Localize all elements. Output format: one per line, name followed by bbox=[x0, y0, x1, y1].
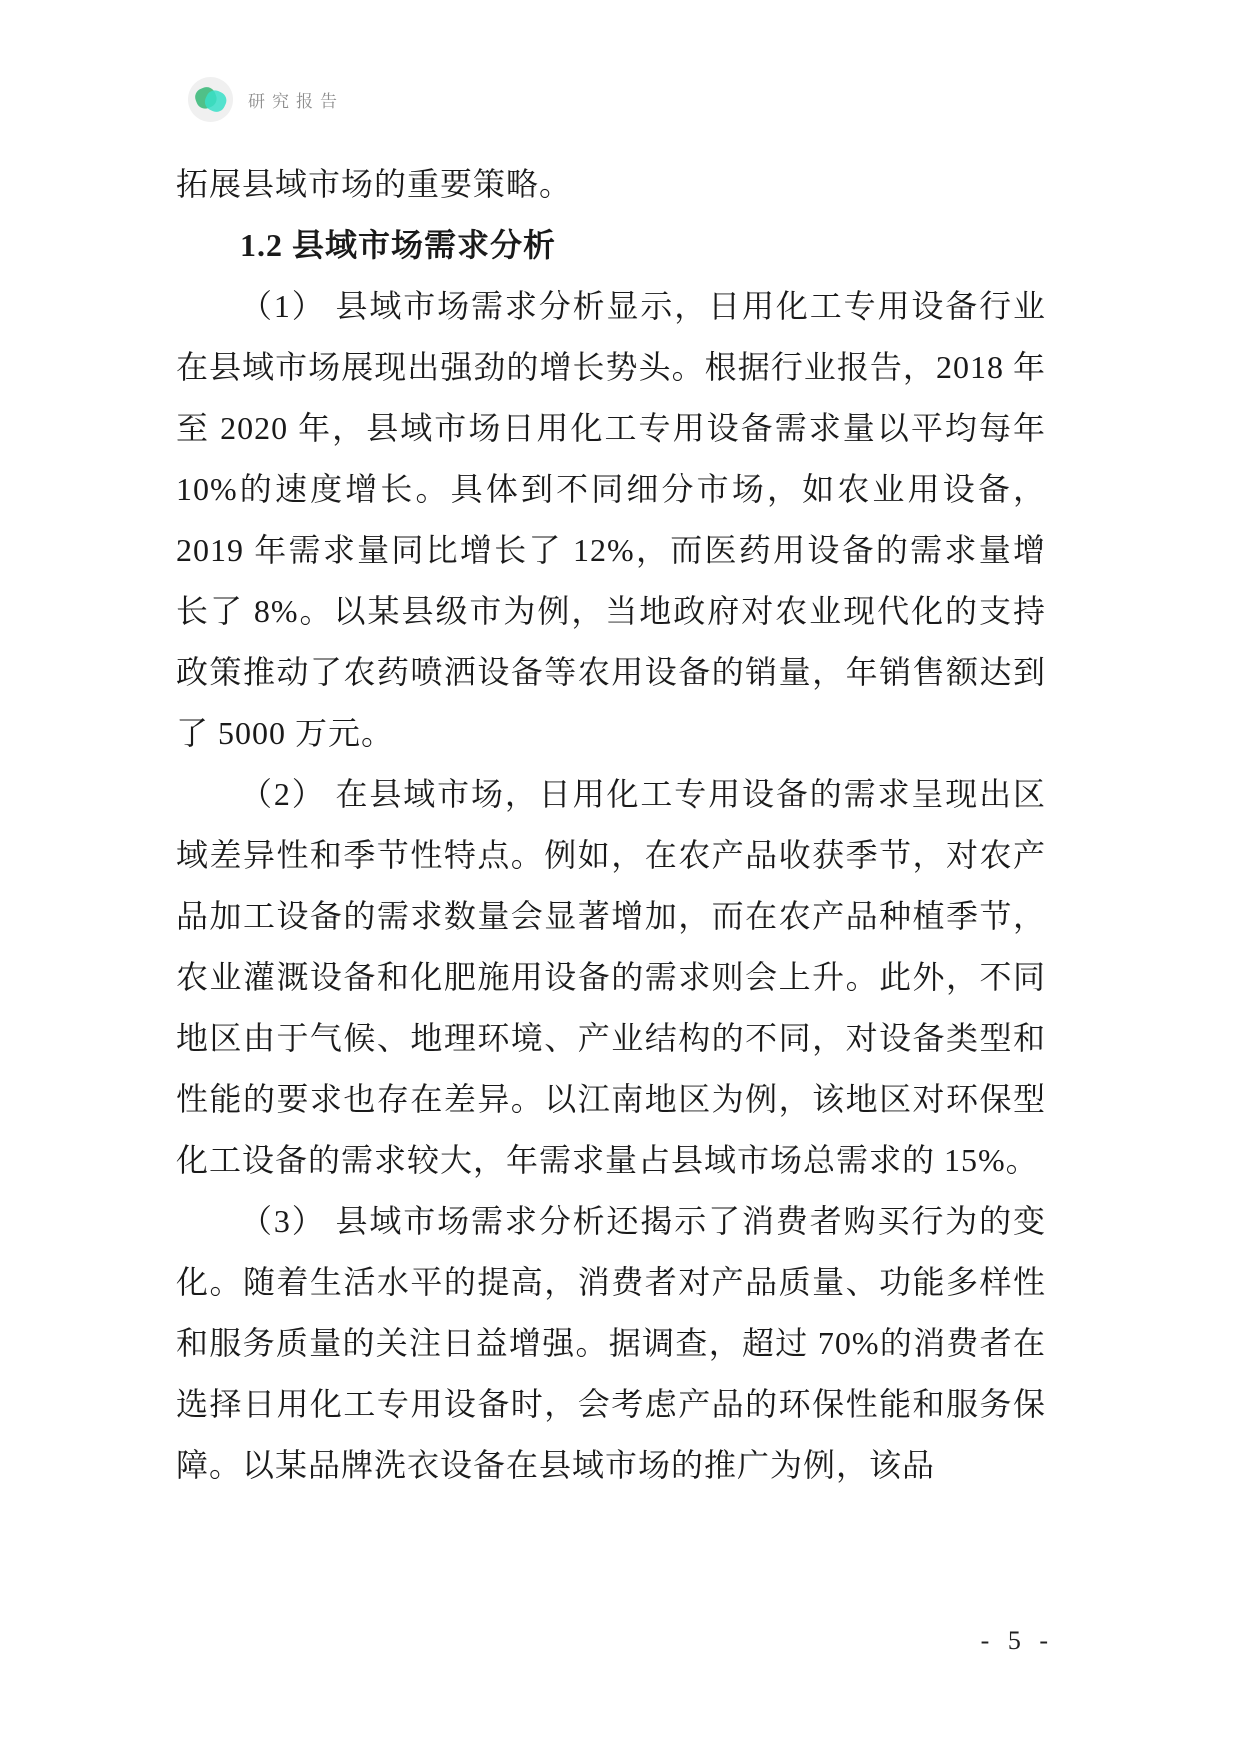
paragraph-continuation: 拓展县域市场的重要策略。 bbox=[176, 166, 573, 202]
page-header bbox=[187, 76, 344, 123]
paragraph-1: （1） 县域市场需求分析显示，日用化工专用设备行业在县域市场展现出强劲的增长势头。根据行业报告，2018 年至 2020 年，县域市场日用化工专用设备需求量以平均每年 10%的速度增长。具体到不同细分市场，如农业用设备，2019 年需求量同比增长了 12%，而医药用设备的需求量增长了 8%。以某县级市为例，当地政府对农业现代化的支持政策推动了农药喷洒设备等农用设备的销量，年销售额达到了 5000 万元。 bbox=[176, 288, 1046, 751]
paragraph-3: （3） 县域市场需求分析还揭示了消费者购买行为的变化。随着生活水平的提高，消费者对产品质量、功能多样性和服务质量的关注日益增强。据调查，超过 70%的消费者在选择日用化工专用设备时，会考虑产品的环保性能和服务保障。以某品牌洗衣设备在县域市场的推广为例，该品 bbox=[176, 1203, 1046, 1483]
report-logo-icon bbox=[187, 76, 234, 123]
document-body bbox=[176, 154, 1046, 1496]
report-logo-text: 研究报告 bbox=[248, 92, 344, 111]
paragraph-2: （2） 在县域市场，日用化工专用设备的需求呈现出区域差异性和季节性特点。例如，在农产品收获季节，对农产品加工设备的需求数量会显著增加，而在农产品种植季节，农业灌溉设备和化肥施用设备的需求则会上升。此外，不同地区由于气候、地理环境、产业结构的不同，对设备类型和性能的要求也存在差异。以江南地区为例，该地区对环保型化工设备的需求较大，年需求量占县域市场总需求的 15%。 bbox=[176, 776, 1046, 1178]
section-heading: 1.2 县域市场需求分析 bbox=[240, 227, 557, 263]
page-number: - 5 - bbox=[980, 1626, 1054, 1655]
page-footer bbox=[981, 1626, 1054, 1656]
